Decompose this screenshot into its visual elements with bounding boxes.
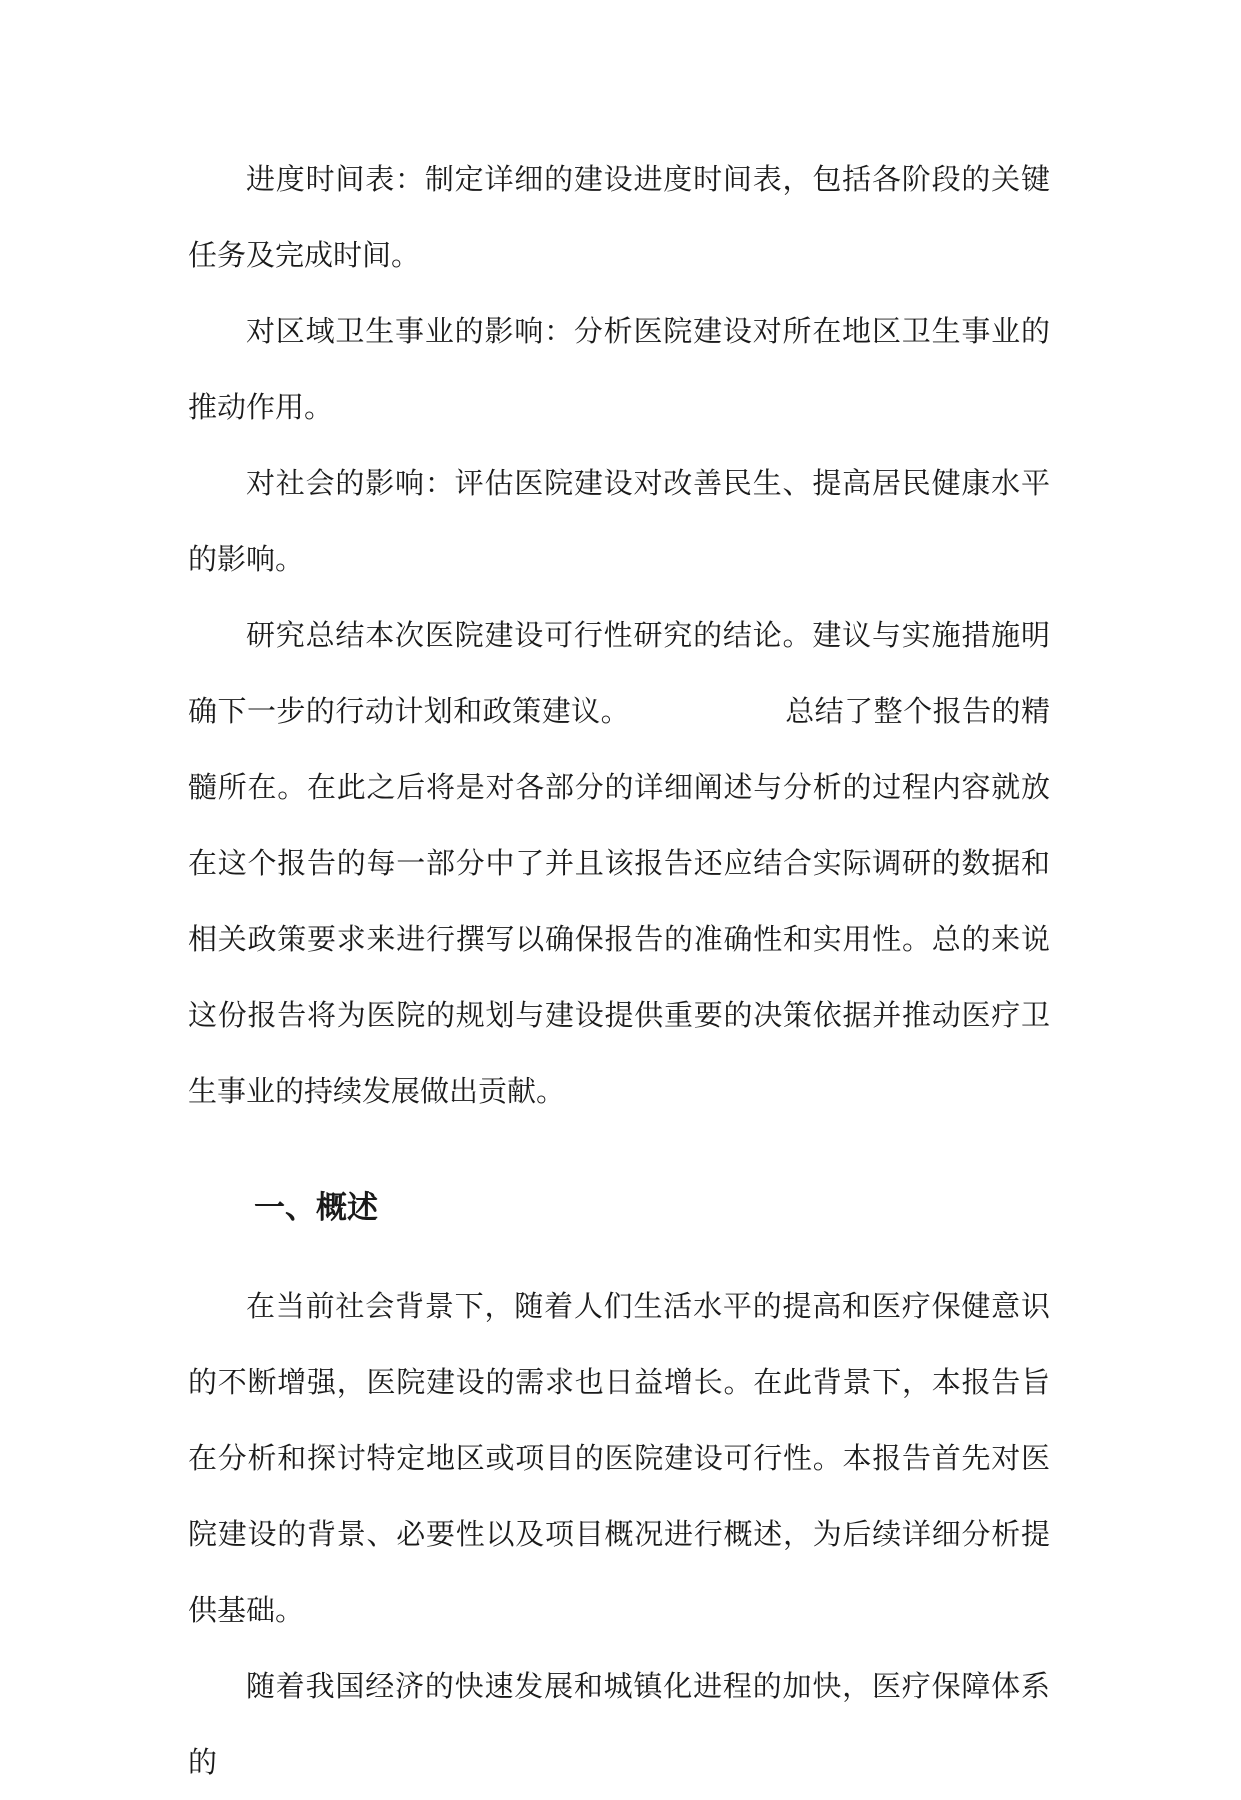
paragraph-conclusion: 研究总结本次医院建设可行性研究的结论。建议与实施措施明确下一步的行动计划和政策建议。 总结了整个报告的精髓所在。在此之后将是对各部分的详细阐述与分析的过程内容就放在这个报告的每一部分中了并且该报告还应结合实际调研的数据和相关政策要求来进行撰写以确保报告的准确性和实用性。总的来说这份报告将为医院的规划与建设提供重要的决策依据并推动医疗卫生事业的持续发展做出贡献。 <box>188 618 1050 1108</box>
document-body <box>188 141 1050 1800</box>
paragraph-social-impact: 对社会的影响：评估医院建设对改善民生、提高居民健康水平的影响。 <box>188 466 1050 576</box>
paragraph-overview-continued: 随着我国经济的快速发展和城镇化进程的加快，医疗保障体系的 <box>188 1669 1050 1779</box>
section-heading-overview: 一、概述 <box>254 1190 378 1226</box>
paragraph-regional-impact: 对区域卫生事业的影响：分析医院建设对所在地区卫生事业的推动作用。 <box>188 314 1050 424</box>
paragraph-overview-intro: 在当前社会背景下，随着人们生活水平的提高和医疗保健意识的不断增强，医院建设的需求也日益增长。在此背景下，本报告旨在分析和探讨特定地区或项目的医院建设可行性。本报告首先对医院建设的背景、必要性以及项目概况进行概述，为后续详细分析提供基础。 <box>188 1289 1050 1627</box>
paragraph-schedule: 进度时间表：制定详细的建设进度时间表，包括各阶段的关键任务及完成时间。 <box>188 162 1050 272</box>
